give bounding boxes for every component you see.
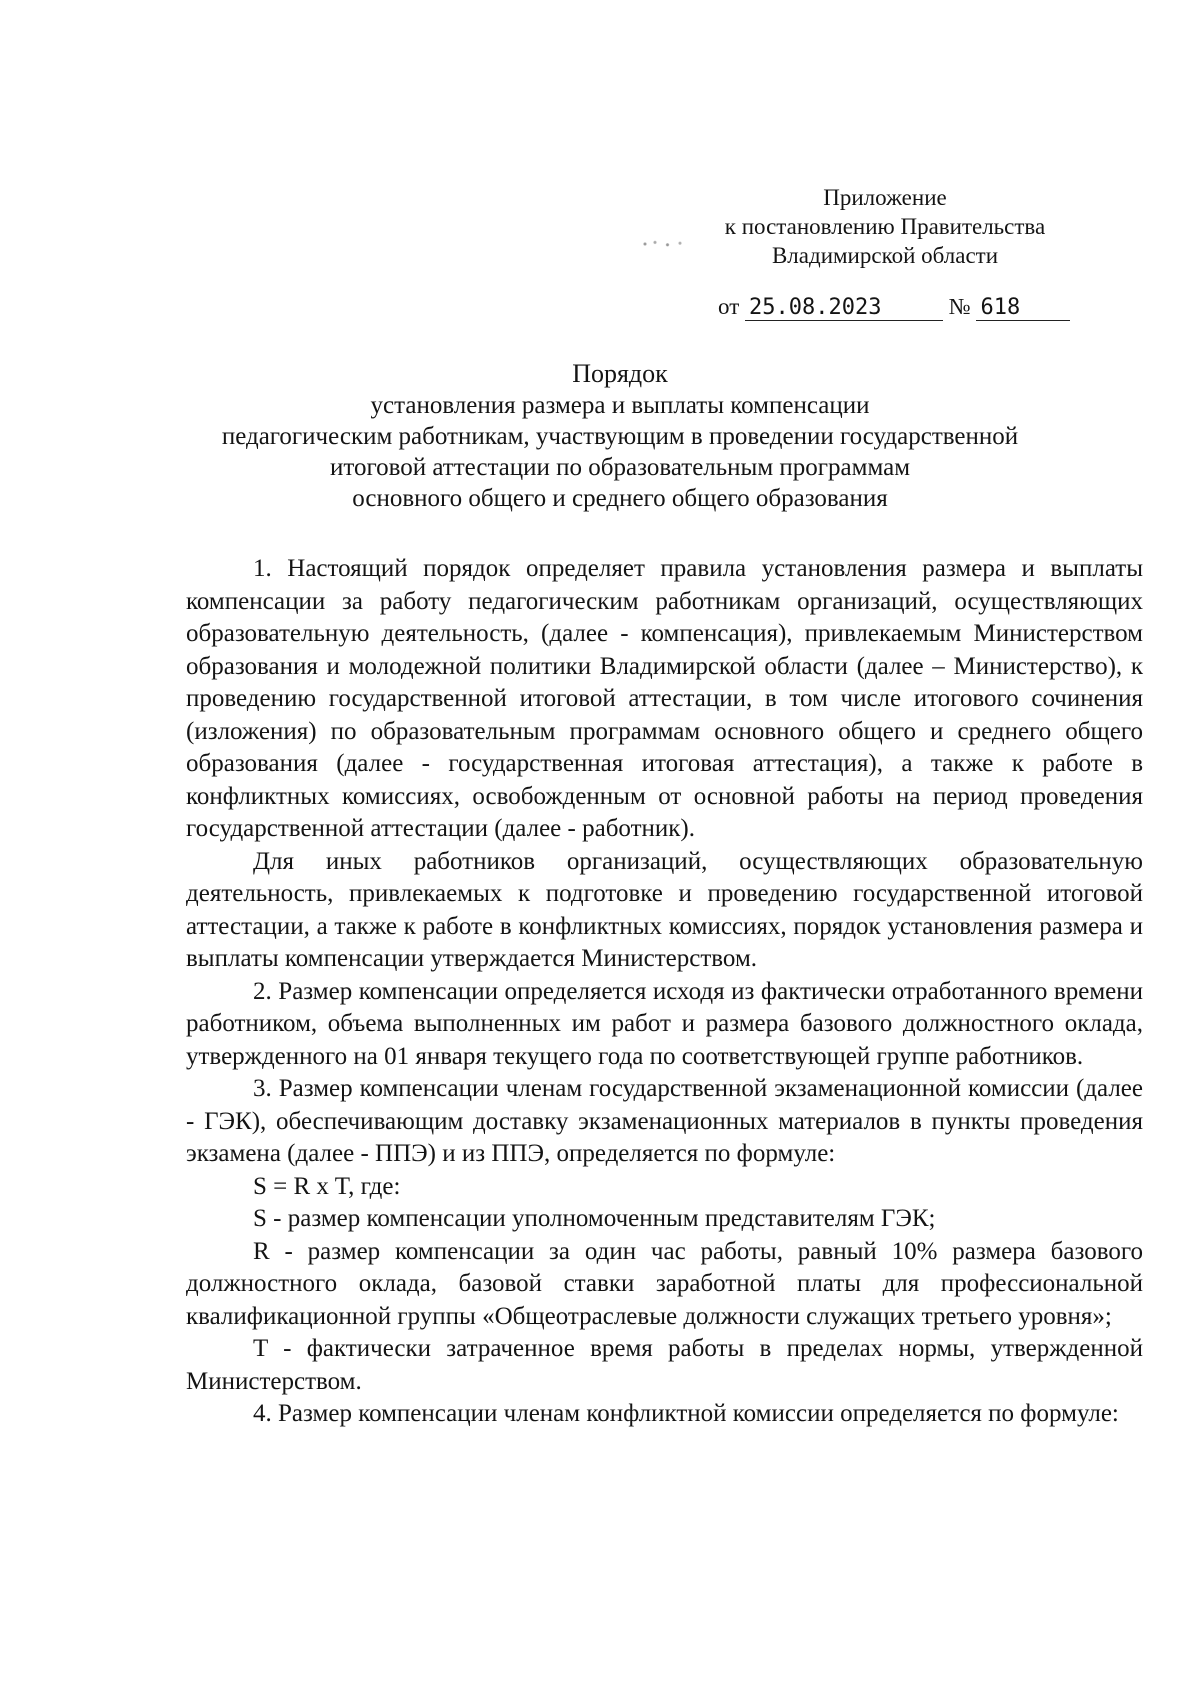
title-line-1: установления размера и выплаты компенсации — [370, 392, 870, 419]
title-line-4: основного общего и среднего общего образования — [352, 485, 888, 512]
appendix-region: Владимирской области — [771, 243, 999, 268]
formula-s-definition: S - размер компенсации уполномоченным представителям ГЭК; — [253, 1205, 936, 1232]
title-main: Порядок — [572, 359, 668, 388]
title-line-2: педагогическим работникам, участвующим в проведении государственной — [221, 423, 1019, 450]
formula-t-definition: T - фактически затраченное время работы в пределах нормы, утвержденной Министерством. — [186, 1335, 1143, 1395]
decree-date-number — [718, 292, 1070, 322]
paragraph-other-workers: Для иных работников организаций, осуществляющих образовательную деятельность, привлекаемых к подготовке и проведению государственной итоговой аттестации, а также к работе в конфликтных комиссиях, порядок установления размера и выплаты компенсации утверждается Министерством. — [186, 847, 1143, 972]
number-prefix: № — [948, 294, 971, 319]
paragraph-3: 3. Размер компенсации членам государственной экзаменационной комиссии (далее - ГЭК), обеспечивающим доставку экзаменационных материалов в пункты проведения экзамена (далее - ППЭ) и из ППЭ, определяется по формуле: — [186, 1075, 1143, 1167]
formula: S = R x T, где: — [253, 1172, 401, 1200]
appendix-header — [700, 183, 1070, 270]
title-line-3: итоговой аттестации по образовательным программам — [329, 454, 911, 481]
appendix-decree-ref: к постановлению Правительства — [724, 214, 1046, 239]
appendix-label: Приложение — [823, 185, 947, 210]
document-title — [170, 358, 1070, 514]
date-prefix: от — [718, 294, 740, 319]
paragraph-2: 2. Размер компенсации определяется исходя из фактически отработанного времени работником, объема выполненных им работ и размера базового должностного оклада, утвержденного на 01 января текущего года по соответствующей группе работников. — [186, 977, 1143, 1070]
scan-speckle — [640, 240, 690, 248]
document-body — [186, 553, 1143, 1431]
formula-r-definition: R - размер компенсации за один час работы, равный 10% размера базового должностного оклада, базовой ставки заработной платы для профессиональной квалификационной группы «Общеотраслевые должности служащих третьего уровня»; — [186, 1237, 1143, 1330]
decree-number: 618 — [976, 296, 1070, 321]
decree-date: 25.08.2023 — [745, 296, 943, 321]
paragraph-4: 4. Размер компенсации членам конфликтной комиссии определяется по формуле: — [253, 1400, 1119, 1427]
paragraph-1: 1. Настоящий порядок определяет правила установления размера и выплаты компенсации за работу педагогическим работникам организаций, осуществляющих образовательную деятельность, (далее - компенсация), привлекаемым Министерством образования и молодежной политики Владимирской области (далее – Министерство), к проведению государственной итоговой аттестации, в том числе итогового сочинения (изложения) по образовательным программам основного общего и среднего общего образования (далее - государственная итоговая аттестация), а также к работе в конфликтных комиссиях, освобожденным от основной работы на период проведения государственной аттестации (далее - работник). — [186, 555, 1143, 842]
